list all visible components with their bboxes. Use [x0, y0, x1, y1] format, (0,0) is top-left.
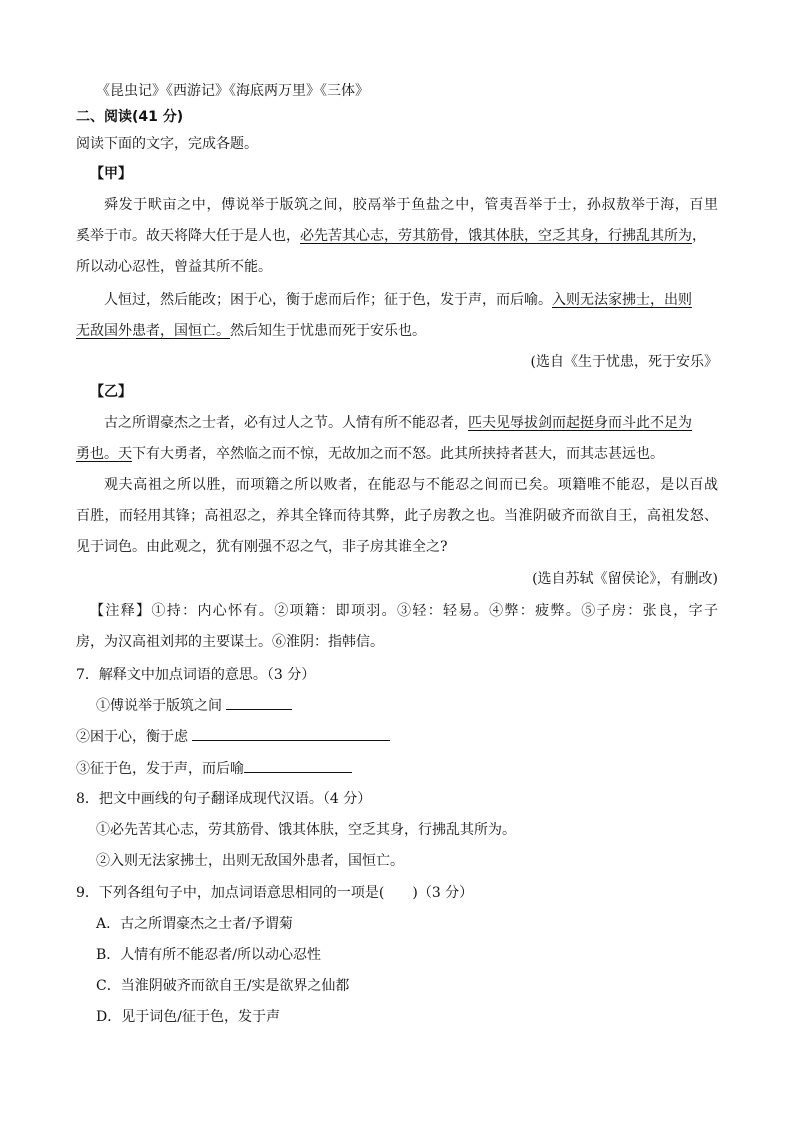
question-8-stem: 8．把文中画线的句子翻译成现代汉语。（4 分）: [76, 791, 372, 807]
section-title: 二、阅读(41 分): [76, 109, 184, 125]
jia-p2-line2: [76, 321, 426, 341]
passage-yi-label: 【乙】: [90, 384, 132, 400]
answer-blank[interactable]: [226, 695, 292, 710]
underlined-sentence-2b: 无敌国外患者，国恒亡。: [76, 323, 230, 339]
jia-p1-line2: [76, 226, 718, 246]
q7-item-1: [96, 695, 292, 716]
underlined-sentence-2a: 入则无法家拂士，出则: [552, 292, 692, 308]
yi-p1-line2: [76, 444, 664, 464]
jia-p2-line1: [104, 290, 718, 310]
jia-text: ，: [692, 228, 706, 244]
jia-p1-line3: 所以动心忍性，曾益其所不能。: [76, 259, 272, 275]
yi-source: (选自苏轼《留侯论》，有删改): [532, 571, 718, 587]
jia-text: 奚举于市。故天将降大任于是人也，: [76, 228, 300, 244]
notes-line2: 房，为汉高祖刘邦的主要谋士。⑥淮阴：指韩信。: [76, 634, 384, 650]
q8-item-2: ②入则无法家拂士，出则无敌国外患者，国恒亡。: [96, 853, 404, 869]
q9-option-c[interactable]: C．当淮阴破齐而欲自王/实是欲界之仙都: [96, 978, 350, 994]
q9-option-a[interactable]: A．古之所谓豪杰之士者/予谓菊: [96, 916, 293, 932]
q9-option-b[interactable]: B．人情有所不能忍者/所以动心忍性: [96, 947, 322, 963]
jia-source: (选自《生于忧患，死于安乐》: [530, 354, 718, 370]
yi-p2-line2: 百胜，而轻用其锋；高祖忍之，养其全锋而待其弊，此子房教之也。当淮阴破齐而欲自王，高祖发怒、: [76, 508, 718, 524]
answer-blank[interactable]: [244, 758, 352, 773]
yi-p2-line3: 见于词色。由此观之，犹有刚强不忍之气，非子房其谁全之?: [76, 539, 448, 555]
yi-text: 古之所谓豪杰之士者，必有过人之节。人情有所不能忍者，: [104, 415, 468, 431]
jia-p1-line1: 舜发于畎亩之中，傅说举于版筑之间，胶鬲举于鱼盐之中，管夷吾举于士，孙叔敖举于海，百里: [104, 197, 718, 213]
notes-line1: 【注释】①持：内心怀有。②项籍：即项羽。③轻：轻易。④弊：疲弊。⑤子房：张良，字子: [90, 603, 718, 619]
q9-option-d[interactable]: D．见于词色/征于色，发于声: [96, 1009, 280, 1025]
q7-item-3-text: ③征于色，发于声，而后喻: [76, 761, 244, 777]
q7-item-2-text: ②困于心，衡于虑: [76, 729, 188, 745]
underlined-sentence-3b: 勇也。天: [76, 446, 132, 462]
answer-blank[interactable]: [192, 726, 390, 741]
book-list: 《昆虫记》《西游记》《海底两万里》《三体》: [96, 83, 369, 99]
jia-text: 然后知生于忧患而死于安乐也。: [230, 323, 426, 339]
question-7-stem: 7．解释文中加点词语的意思。（3 分）: [76, 667, 316, 683]
underlined-sentence-1: 必先苦其心志，劳其筋骨，饿其体肤，空乏其身，行拂乱其所为: [300, 228, 692, 244]
yi-p1-line1: [104, 413, 718, 433]
passage-jia-label: 【甲】: [90, 166, 132, 182]
q7-item-2: [76, 726, 390, 747]
q7-item-3: [76, 758, 352, 779]
yi-text: 下有大勇者，卒然临之而不惊，无故加之而不怒。此其所挟持者甚大，而其志甚远也。: [132, 446, 664, 462]
underlined-sentence-3a: 匹夫见辱拔剑而起挺身而斗此不足为: [468, 415, 692, 431]
q8-item-1: ①必先苦其心志，劳其筋骨、饿其体肤，空乏其身，行拂乱其所为。: [96, 822, 516, 838]
question-9-stem: 9．下列各组句子中，加点词语意思相同的一项是( )（3 分）: [76, 885, 474, 901]
instruction: 阅读下面的文字，完成各题。: [76, 136, 258, 152]
q7-item-1-text: ①傅说举于版筑之间: [96, 698, 222, 714]
yi-p2-line1: 观夫高祖之所以胜，而项籍之所以败者，在能忍与不能忍之间而已矣。项籍唯不能忍，是以百战: [104, 477, 718, 493]
jia-text: 人恒过，然后能改；困于心，衡于虑而后作；征于色，发于声，而后喻。: [104, 292, 552, 308]
